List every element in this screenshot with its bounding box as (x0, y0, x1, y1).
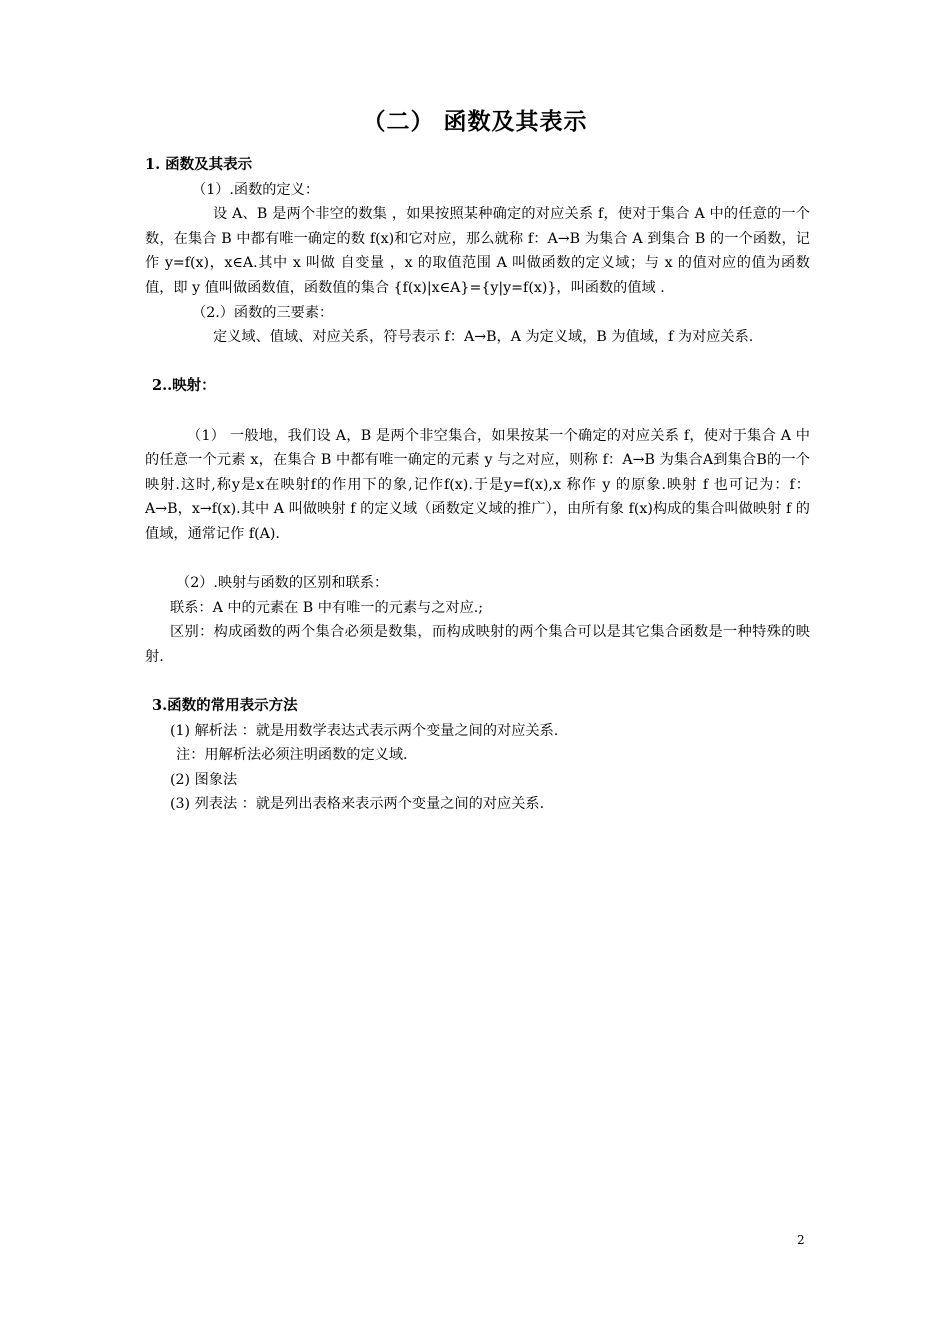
section-3-item-3: (3) 列表法 ：就是列出表格来表示两个变量之间的对应关系. (170, 796, 545, 813)
page-number: 2 (797, 1233, 805, 1247)
section-2-relation: 联系：A 中的元素在 B 中有唯一的元素与之对应.; (170, 599, 484, 616)
spacer (145, 547, 810, 572)
document-body (145, 153, 810, 817)
section-2-difference: 区别：构成函数的两个集合必须是数集，而构成映射的两个集合可以是其它集合函数是一种特殊的映射. (145, 624, 810, 665)
section-3-note: 注：用解析法必须注明函数的定义域. (176, 747, 408, 764)
section-2-heading: 2..映射： (152, 377, 216, 395)
section-3-item-2: (2) 图象法 (170, 771, 238, 788)
section-3-heading: 3.函数的常用表示方法 (152, 697, 298, 715)
spacer (145, 669, 810, 694)
section-3-item-1: (1) 解析法 ：就是用数学表达式表示两个变量之间的对应关系. (170, 722, 559, 739)
section-1-item-2-label: （2.）函数的三要素： (192, 304, 334, 321)
spacer (145, 399, 810, 424)
section-2-item-1: （1） 一般地，我们设 A，B 是两个非空集合，如果按某一个确定的对应关系 f，使对于集合 A 中的任意一个元素 x，在集合 B 中都有唯一确定的元素 y 与之对应，则称 f：A→B 为集合A到集合B的一个映射.这时,称y是x在映射f的作用下的象,记作f(x).于是y=f(x),x 称作 y 的原象.映射 f 也可记为：f：A→B，x→f(x).其中 A 叫做映射 f 的定义域（函数定义域的推广），由所有象 f(x)构成的集合叫做映射 f 的值域，通常记作 f(A). (145, 427, 810, 542)
page-title: （二） 函数及其表示 (362, 108, 588, 135)
section-1-item-2-body: 定义域、值域、对应关系，符号表示 f：A→B，A 为定义域，B 为值域，f 为对应关系. (213, 329, 754, 346)
spacer (145, 350, 810, 375)
section-1-item-1-label: （1）.函数的定义： (192, 181, 320, 198)
section-1-heading: 1. 函数及其表示 (145, 156, 253, 173)
section-2-item-2-label: （2）.映射与函数的区别和联系： (176, 575, 389, 592)
section-1-item-1-body: 设 A、B 是两个非空的数集 ，如果按照某种确定的对应关系 f，使对于集合 A 中的任意的一个数，在集合 B 中都有唯一确定的数 f(x)和它对应，那么就称 f：A→B 为集合 A 到集合 B 的一个函数，记作 y=f(x)，x∈A.其中 x 叫做 自变量 ，x 的取值范围 A 叫做函数的定义域；与 x 的值对应的值为函数值，即 y 值叫做函数值，函数值的集合 {f(x)|x∈A}={y|y=f(x)}，叫函数的值域 . (145, 206, 810, 296)
